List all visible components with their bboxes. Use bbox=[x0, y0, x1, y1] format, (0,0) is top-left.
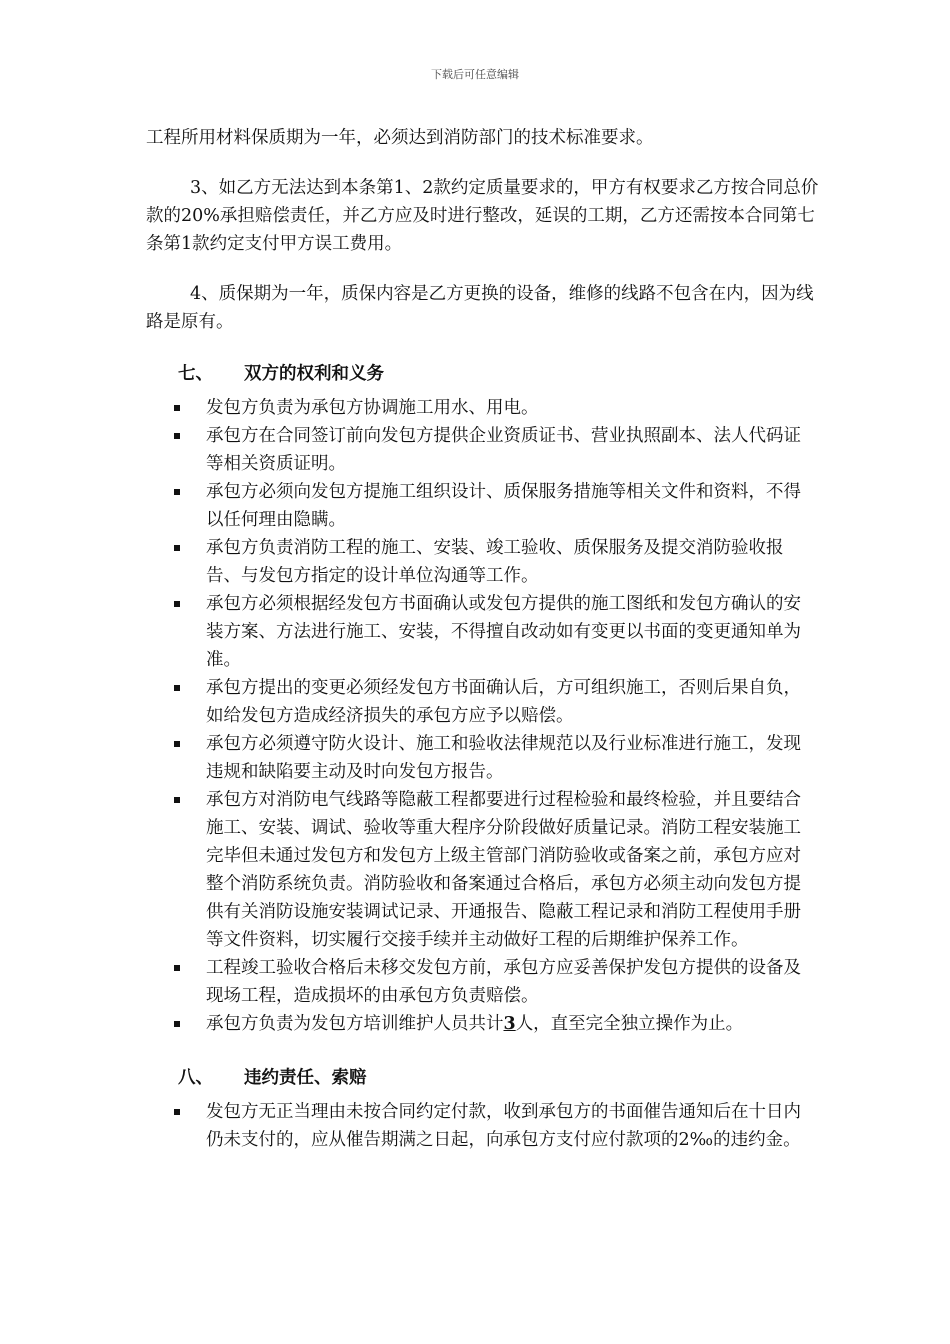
section-8-number: 八、 bbox=[178, 1068, 213, 1088]
bullet-icon bbox=[174, 601, 180, 607]
list-item-training: 承包方负责为发包方培训维护人员共计3人，直至完全独立操作为止。 bbox=[146, 1010, 806, 1038]
bullet-icon bbox=[174, 1109, 180, 1115]
list-item: 承包方必须遵守防火设计、施工和验收法律规范以及行业标准进行施工，发现违规和缺陷要主动及时向发包方报告。 bbox=[146, 730, 806, 786]
trainee-count: 3 bbox=[503, 1014, 516, 1034]
bullet-icon bbox=[174, 489, 180, 495]
list-item: 承包方必须向发包方提施工组织设计、质保服务措施等相关文件和资料，不得以任何理由隐瞒。 bbox=[146, 478, 806, 534]
list-item: 承包方提出的变更必须经发包方书面确认后，方可组织施工，否则后果自负，如给发包方造成经济损失的承包方应予以赔偿。 bbox=[146, 674, 806, 730]
section-8-title: 违约责任、索赔 bbox=[244, 1068, 367, 1088]
bullet-icon bbox=[174, 797, 180, 803]
section-7-list bbox=[146, 394, 826, 1038]
document-body bbox=[146, 124, 826, 1154]
page-header: 下载后可任意编辑 bbox=[431, 68, 519, 81]
list-item: 发包方负责为承包方协调施工用水、用电。 bbox=[146, 394, 806, 422]
paragraph-warranty-materials: 工程所用材料保质期为一年，必须达到消防部门的技术标准要求。 bbox=[146, 128, 654, 148]
list-item: 承包方负责消防工程的施工、安装、竣工验收、质保服务及提交消防验收报告、与发包方指定的设计单位沟通等工作。 bbox=[146, 534, 806, 590]
bullet-icon bbox=[174, 685, 180, 691]
bullet-icon bbox=[174, 405, 180, 411]
paragraph-clause-4: 4、质保期为一年，质保内容是乙方更换的设备，维修的线路不包含在内，因为线路是原有。 bbox=[146, 284, 814, 332]
paragraph-clause-3: 3、如乙方无法达到本条第1、2款约定质量要求的，甲方有权要求乙方按合同总价款的20%承担赔偿责任，并乙方应及时进行整改，延误的工期，乙方还需按本合同第七条第1款约定支付甲方误工费用。 bbox=[146, 178, 819, 254]
list-item: 发包方无正当理由未按合同约定付款，收到承包方的书面催告通知后在十日内仍未支付的，应从催告期满之日起，向承包方支付应付款项的2‰的违约金。 bbox=[146, 1098, 806, 1154]
list-item: 工程竣工验收合格后未移交发包方前，承包方应妥善保护发包方提供的设备及现场工程，造成损坏的由承包方负责赔偿。 bbox=[146, 954, 806, 1010]
section-7-title: 双方的权利和义务 bbox=[244, 364, 384, 384]
bullet-icon bbox=[174, 545, 180, 551]
section-7-heading bbox=[146, 360, 826, 388]
list-item: 承包方在合同签订前向发包方提供企业资质证书、营业执照副本、法人代码证等相关资质证明。 bbox=[146, 422, 806, 478]
bullet-icon bbox=[174, 433, 180, 439]
bullet-icon bbox=[174, 965, 180, 971]
bullet-icon bbox=[174, 1021, 180, 1027]
list-item: 承包方必须根据经发包方书面确认或发包方提供的施工图纸和发包方确认的安装方案、方法进行施工、安装，不得擅自改动如有变更以书面的变更通知单为准。 bbox=[146, 590, 806, 674]
bullet-icon bbox=[174, 741, 180, 747]
section-8-list bbox=[146, 1098, 826, 1154]
list-item: 承包方对消防电气线路等隐蔽工程都要进行过程检验和最终检验，并且要结合施工、安装、调试、验收等重大程序分阶段做好质量记录。消防工程安装施工完毕但未通过发包方和发包方上级主管部门消防验收或备案之前，承包方应对整个消防系统负责。消防验收和备案通过合格后，承包方必须主动向发包方提供有关消防设施安装调试记录、开通报告、隐蔽工程记录和消防工程使用手册等文件资料，切实履行交接手续并主动做好工程的后期维护保养工作。 bbox=[146, 786, 806, 954]
section-7-number: 七、 bbox=[178, 364, 213, 384]
section-8-heading bbox=[146, 1064, 826, 1092]
